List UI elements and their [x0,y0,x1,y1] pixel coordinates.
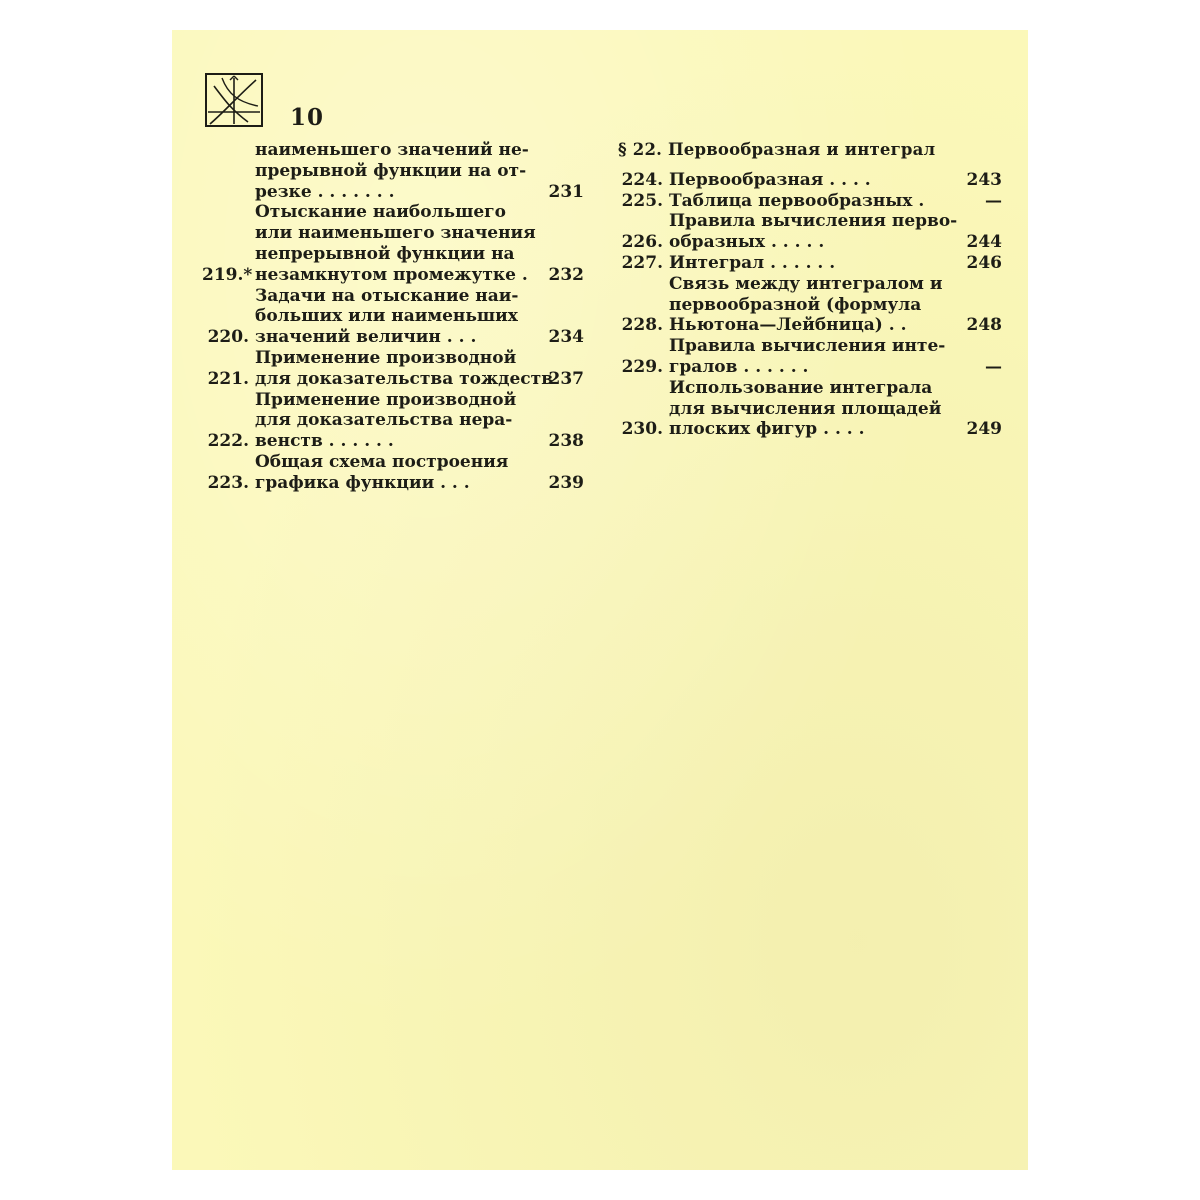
toc-entry-number: 222. [207,431,249,452]
toc-entry-page: 237 [548,368,584,389]
toc-entry-page: 238 [548,431,584,452]
toc-entry-title: Общая схема построения графика функции . . . [255,451,509,493]
toc-entry [202,202,584,285]
toc-entry-number: 219.* [202,264,253,285]
toc-entry-title: Отыскание наибольшего или наименьшего значения непрерывной функции на незамкнутом промежутке . [255,202,536,285]
toc-entry-page: 239 [548,472,584,493]
toc-entry [618,378,1002,440]
toc-entry-number: 221. [207,368,249,389]
toc-entry [618,336,1002,378]
toc-entry-page: 249 [966,419,1002,440]
toc-entry [202,348,584,390]
toc-entry-page: 244 [966,232,1002,253]
toc-entry-page: 243 [966,169,1002,190]
toc-entry [618,274,1002,336]
toc-entry-number: 224. [621,169,663,190]
toc-entry-title: Интеграл . . . . . . [669,252,836,273]
toc-right-column [618,140,1002,440]
toc-entry-page: 246 [966,252,1002,273]
toc-entry [202,452,584,494]
toc-entry-number: 223. [207,472,249,493]
toc-entry [618,253,1002,274]
toc-entry-number: 229. [621,356,663,377]
book-page [172,30,1028,1170]
toc-entry-page: 234 [548,327,584,348]
toc-entry-number: 227. [621,252,663,273]
section-heading: § 22. Первообразная и интеграл [618,140,936,159]
toc-entry-title: Использование интеграла для вычисления площадей плоских фигур . . . . [669,377,942,440]
toc-entry [618,191,1002,212]
toc-entry [618,211,1002,253]
function-graph-icon [204,72,264,128]
toc-entry-title: Правила вычисления инте- гралов . . . . . . [669,336,946,377]
page-number: 10 [290,104,325,131]
toc-entry [202,140,584,202]
toc-left-column [202,140,584,494]
toc-entry-page: 231 [548,181,584,202]
toc-entry-page: 248 [966,315,1002,336]
toc-entry [202,390,584,452]
toc-entry-title: Связь между интегралом и первообразной (формула Ньютона—Лейбница) . . [669,273,943,336]
toc-entry-number: 230. [621,419,663,440]
toc-entry-page: 232 [548,264,584,285]
toc-entry-title: Применение производной для доказательства нера- венств . . . . . . [255,389,517,452]
toc-entry-title: Первообразная . . . . [669,169,871,190]
toc-entry [618,170,1002,191]
toc-entry-page: — [985,190,1002,211]
toc-entry-number: 225. [621,190,663,211]
toc-entry-number: 220. [207,327,249,348]
toc-entry-title: Применение производной для доказательства тождеств [255,347,554,389]
toc-entry-page: — [985,356,1002,377]
toc-entry-number: 226. [621,232,663,253]
toc-entry-title: Таблица первообразных . [669,190,925,211]
toc-entry-title: наименьшего значений не- прерывной функции на от- резке . . . . . . . [255,140,529,202]
toc-entry [202,286,584,348]
toc-entry-number: 228. [621,315,663,336]
toc-entry-title: Правила вычисления перво- образных . . . . . [669,211,958,253]
toc-entry-title: Задачи на отыскание наи- больших или наименьших значений величин . . . [255,285,519,348]
